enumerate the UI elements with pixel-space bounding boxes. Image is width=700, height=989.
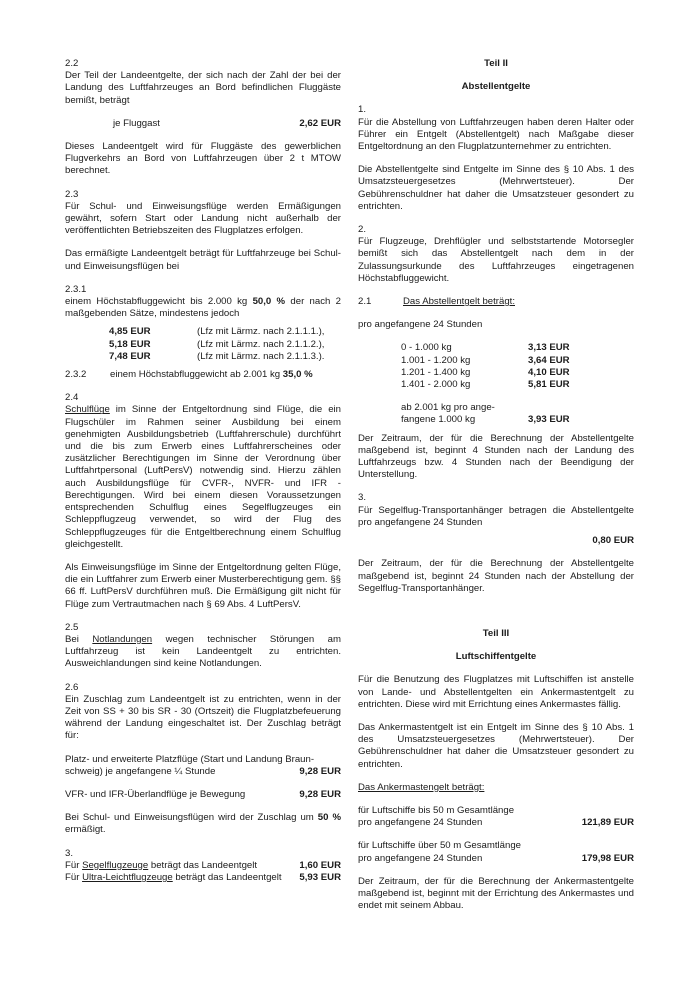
period-text: pro angefangene 24 Stunden <box>358 319 483 331</box>
section-number: 2.5 <box>65 621 79 633</box>
section-heading: Das Abstellentgelt beträgt: <box>403 296 515 308</box>
fee-table <box>65 326 341 363</box>
section-note: Dieses Landeentgelt wird für Fluggäste des gewerblichen Flugverkehrs an Bord von Luftfahrzeugen über 2 t MTOW berechnet. <box>65 141 341 177</box>
section-text: Für Segelflug-Transportanhänger betragen die Abstellentgelte pro angefangene 24 Stunden <box>358 504 634 528</box>
fee-amount: 4,10 EUR <box>528 366 570 378</box>
fee-row <box>65 118 341 130</box>
section-note: Der Zeitraum, der für die Berechnung der Ankermastentgelte maßgebend ist, beginnt mit der Errichtung des Ankermastes und endet mit seinem Abbau. <box>358 875 634 912</box>
section-text: einem Höchstabfluggewicht bis 2.000 kg 50,0 % der nach 2 maßgebenden Sätze, mindestens jedoch <box>65 296 342 320</box>
fee-amount: 5,18 EUR <box>109 338 151 350</box>
section-note: Der Zeitraum, der für die Berechnung der Abstellentgelte maßgebend ist, beginnt 4 Stunden nach der Landung des Luftfahrzeugs bzw. 4 Stunden nach der Beendigung der Unterstellung. <box>358 432 634 481</box>
part-title: Teil III <box>482 627 510 639</box>
section-number: 2.3 <box>65 188 79 200</box>
section-text: Der Teil der Landeentgelte, der sich nach der Zahl der bei der Landung des Luftfahrzeuges an Bord befindlichen Fluggäste bemißt, beträgt <box>65 70 341 106</box>
parking-fee-extra: ab 2.001 kg pro ange- fangene 1.000 kg 3,93 EUR <box>358 402 634 426</box>
section-note: Der Zeitraum, der für die Berechnung der Abstellentgelte maßgebend ist, beginnt 24 Stunden nach der Abstellung der Segelflug-Transportanhänger. <box>358 558 634 594</box>
section-number: 2.4 <box>65 392 79 404</box>
fee-row: pro angefangene 24 Stunden 121,89 EUR <box>358 817 634 829</box>
mast-item: für Luftschiffe bis 50 m Gesamtlänge <box>358 804 515 816</box>
part-subtitle: Abstellentgelte <box>461 81 531 93</box>
surcharge-item: Platz- und erweiterte Platzflüge (Start und Landung Braun- <box>65 753 315 765</box>
weight-range: 1.201 - 1.400 kg <box>401 366 471 378</box>
section-text: Bei Notlandungen wegen technischer Störungen am Luftfahrzeug ist kein Landeentgelt zu entrichten. Ausweichlandungen sind keine Notlandungen. <box>65 633 341 670</box>
section-2-3-2: 2.3.2 einem Höchstabfluggewicht ab 2.001 kg 35,0 % <box>65 369 313 381</box>
section-text: Bei Schul- und Einweisungsflügen wird der Zuschlag um 50 % ermäßigt. <box>65 812 341 836</box>
section-text: Die Abstellentgelte sind Entgelte im Sinne des § 10 Abs. 1 des Umsatzsteuergesetzes (Mehrwertsteuer). Der Gebührenschuldner hat daher die Umsatzsteuer gesondert zu entrichten. <box>358 164 634 212</box>
section-text: Ein Zuschlag zum Landeentgelt ist zu entrichten, wenn in der Zeit von SS + 30 bis SR - 30 (Ortszeit) die Flugplatzbefeuerung während der Landung eingeschaltet ist. Der Zuschlag beträgt für: <box>65 693 341 742</box>
section-number: 3. <box>65 847 74 859</box>
section-text: Das Ankermastentgelt ist ein Entgelt im Sinne des § 10 Abs. 1 des Umsatzsteuergesetzes (Mehrwertsteuer). Der Gebührenschuldner hat daher die Umsatzsteuer gesondert zu entrichten. <box>358 721 634 770</box>
fee-row: pro angefangene 24 Stunden 179,98 EUR <box>358 852 634 864</box>
fee-amount: 2,62 EUR <box>299 117 341 129</box>
fee-amount: 5,93 EUR <box>299 871 341 883</box>
section-text: Das ermäßigte Landeentgelt beträgt für Luftfahrzeuge bei Schul- und Einweisungsflügen bei <box>65 248 341 272</box>
weight-range: 1.001 - 1.200 kg <box>401 354 471 366</box>
fee-desc: (Lfz mit Lärmz. nach 2.1.1.1.), <box>197 326 325 338</box>
section-number: 3. <box>358 492 367 504</box>
section-number: 1. <box>358 104 367 116</box>
fee-desc: (Lfz mit Lärmz. nach 2.1.1.2.), <box>197 338 325 350</box>
fee-row: Für Segelflugzeuge beträgt das Landeentgelt 1,60 EUR <box>65 859 341 871</box>
parking-fee-table <box>358 342 634 391</box>
part-title: Teil II <box>484 58 508 69</box>
part-subtitle: Luftschiffentgelte <box>455 651 537 663</box>
fee-amount: 7,48 EUR <box>109 350 151 362</box>
fee-amount: 121,89 EUR <box>581 817 634 829</box>
section-number: 2.3.1 <box>65 283 87 295</box>
section-heading: Das Ankermastengelt beträgt: <box>358 781 485 793</box>
section-number: 2. <box>358 224 367 236</box>
mast-item: für Luftschiffe über 50 m Gesamtlänge <box>358 840 522 852</box>
fee-amount: 4,85 EUR <box>109 326 151 338</box>
section-text: Für Flugzeuge, Drehflügler und selbststartende Motorsegler bemißt sich das Abstellentgelt nach dem in der Zulassungsurkunde des Luftfahrzeuges eingetragenen Höchstabfluggewicht. <box>358 236 634 284</box>
section-text: Schulflüge im Sinne der Entgeltordnung sind Flüge, die ein Flugschüler im Rahmen seiner Ausbildung bei einem genehmigten Ausbildungsbetrieb (Luftfahrerschule) durchführt und die bis zum Erwerb eines Luftfahrerscheines oder zusätzlicher Berechtigungen im Sinne der Verordnung über Luftfahrtpersonal (LuftPersV) notwendig sind. Hierzu zählen auch Ausbildungsflüge für CVFR-, NVFR- und IFR - Berechtigungen. Wird bei einem diesen Voraussetzungen entsprechenden Schulflug eines Segelflugzeuges ein Schleppflugzeug verwendet, so wird der Flug des Schleppflugzeuges für die Entgeltberechnung einem Schulflug gleichgestellt. <box>65 404 341 550</box>
section-2-1: 2.1 Das Abstellentgelt beträgt: <box>358 296 515 308</box>
section-text: Für Schul- und Einweisungsflüge werden Ermäßigungen gewährt, sofern Start oder Landung nicht außerhalb der veröffentlichten Betriebszeiten des Flugplatzes erfolgen. <box>65 200 341 237</box>
weight-range: 0 - 1.000 kg <box>401 342 452 354</box>
section-number: 2.2 <box>65 58 79 69</box>
fee-label: je Fluggast <box>113 117 160 129</box>
section-number: 2.6 <box>65 681 79 693</box>
fee-amount: 5,81 EUR <box>528 379 570 391</box>
section-text: Für die Abstellung von Luftfahrzeugen haben deren Halter oder Führer ein Entgelt (Abstellentgelt) nach Maßgabe dieser Entgeltordnung an den Flugplatzunternehmer zu entrichten. <box>358 116 634 153</box>
fee-row: VFR- und IFR-Überlandflüge je Bewegung 9,28 EUR <box>65 788 341 800</box>
fee-amount: 9,28 EUR <box>299 788 341 800</box>
right-column <box>358 58 634 912</box>
fee-amount: 1,60 EUR <box>299 859 341 871</box>
fee-amount: 3,64 EUR <box>528 354 570 366</box>
section-text: Für die Benutzung des Flugplatzes mit Luftschiffen ist anstelle von Lande- und Abstellentgelten ein Ankermastentgelt zu entrichten. Diese wird mit Errichtung eines Ankermastes fällig. <box>358 674 634 710</box>
fee-row: schweig) je angefangene ¼ Stunde 9,28 EUR <box>65 765 341 777</box>
fee-desc: (Lfz mit Lärmz. nach 2.1.1.3.). <box>197 350 325 362</box>
fee-amount: 0,80 EUR <box>592 535 634 547</box>
section-text: Als Einweisungsflüge im Sinne der Entgeltordnung gelten Flüge, die ein Luftfahrer zum Erwerb einer Musterberechtigung gem. §§ 66 ff. LuftPersV durchführen muß. Die Ermäßigung gilt nicht für Flüge zum Vertrautmachen nach § 69 Abs. 4 LuftPersV. <box>65 561 341 610</box>
fee-amount: 3,93 EUR <box>528 414 570 426</box>
fee-amount: 9,28 EUR <box>299 765 341 777</box>
fee-amount: 179,98 EUR <box>581 852 634 864</box>
fee-amount: 3,13 EUR <box>528 342 570 354</box>
fee-row: Für Ultra-Leichtflugzeuge beträgt das Landeentgelt 5,93 EUR <box>65 871 341 883</box>
left-column <box>65 58 341 884</box>
weight-range: 1.401 - 2.000 kg <box>401 379 471 391</box>
